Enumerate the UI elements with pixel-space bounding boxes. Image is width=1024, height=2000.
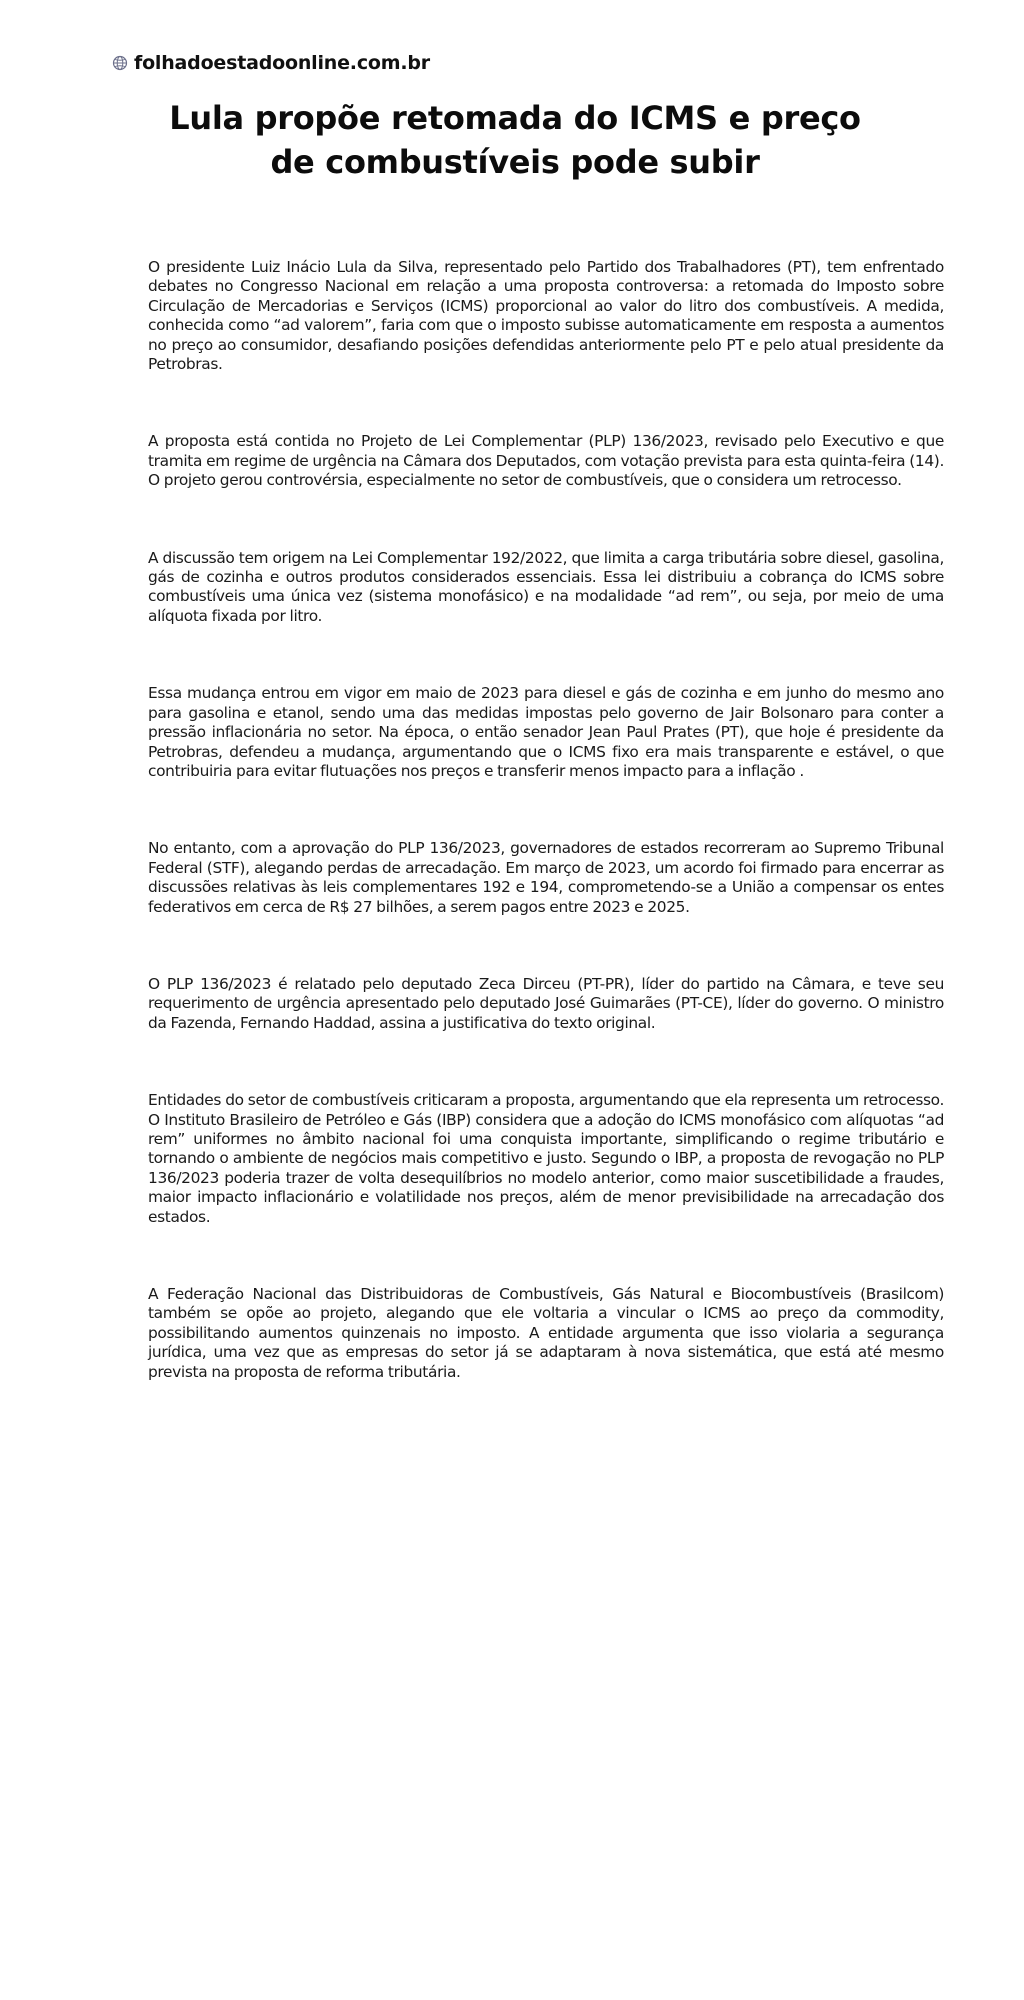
article-body	[148, 258, 944, 1440]
globe-icon	[112, 55, 128, 71]
article-paragraph: O presidente Luiz Inácio Lula da Silva, representado pelo Partido dos Trabalhadores (PT), tem enfrentado debates no Congresso Nacional em relação a uma proposta controversa: a retomada do Imposto sobre Circulação de Mercadorias e Serviços (ICMS) proporcional ao valor do litro dos combustíveis. A medida, conhecida como “ad valorem”, faria com que o imposto subisse automaticamente em resposta a aumentos no preço ao consumidor, desafiando posições defendidas anteriormente pelo PT e pelo atual presidente da Petrobras.	[148, 258, 944, 374]
article-paragraph: No entanto, com a aprovação do PLP 136/2023, governadores de estados recorreram ao Supremo Tribunal Federal (STF), alegando perdas de arrecadação. Em março de 2023, um acordo foi firmado para encerrar as discussões relativas às leis complementares 192 e 194, comprometendo-se a União a compensar os entes federativos em cerca de R$ 27 bilhões, a serem pagos entre 2023 e 2025.	[148, 839, 944, 916]
article-paragraph: Essa mudança entrou em vigor em maio de 2023 para diesel e gás de cozinha e em junho do mesmo ano para gasolina e etanol, sendo uma das medidas impostas pelo governo de Jair Bolsonaro para conter a pressão inflacionária no setor. Na época, o então senador Jean Paul Prates (PT), que hoje é presidente da Petrobras, defendeu a mudança, argumentando que o ICMS fixo era mais transparente e estável, o que contribuiria para evitar flutuações nos preços e transferir menos impacto para a inflação .	[148, 684, 944, 780]
article-paragraph: A discussão tem origem na Lei Complementar 192/2022, que limita a carga tributária sobre diesel, gasolina, gás de cozinha e outros produtos considerados essenciais. Essa lei distribuiu a cobrança do ICMS sobre combustíveis uma única vez (sistema monofásico) e na modalidade “ad rem”, ou seja, por meio de uma alíquota fixada por litro.	[148, 548, 944, 625]
article-paragraph: O PLP 136/2023 é relatado pelo deputado Zeca Dirceu (PT-PR), líder do partido na Câmara, e teve seu requerimento de urgência apresentado pelo deputado José Guimarães (PT-CE), líder do governo. O ministro da Fazenda, Fernando Haddad, assina a justificativa do texto original.	[148, 974, 944, 1032]
article-paragraph: Entidades do setor de combustíveis criticaram a proposta, argumentando que ela representa um retrocesso. O Instituto Brasileiro de Petróleo e Gás (IBP) considera que a adoção do ICMS monofásico com alíquotas “ad rem” uniformes no âmbito nacional foi uma conquista importante, simplificando o regime tributário e tornando o ambiente de negócios mais competitivo e justo. Segundo o IBP, a proposta de revogação no PLP 136/2023 poderia trazer de volta desequilíbrios no modelo anterior, como maior suscetibilidade a fraudes, maior impacto inflacionário e volatilidade nos preços, além de menor previsibilidade na arrecadação dos estados.	[148, 1091, 944, 1226]
article-title: Lula propõe retomada do ICMS e preço de combustíveis pode subir	[169, 99, 861, 181]
article-paragraph: A Federação Nacional das Distribuidoras de Combustíveis, Gás Natural e Biocombustíveis (Brasilcom) também se opõe ao projeto, alegando que ele voltaria a vincular o ICMS ao preço da commodity, possibilitando aumentos quinzenais no imposto. A entidade argumenta que isso violaria a segurança jurídica, uma vez que as empresas do setor já se adaptaram à nova sistemática, que está até mesmo prevista na proposta de reforma tributária.	[148, 1285, 944, 1381]
site-header	[112, 52, 430, 74]
article-paragraph: A proposta está contida no Projeto de Lei Complementar (PLP) 136/2023, revisado pelo Executivo e que tramita em regime de urgência na Câmara dos Deputados, com votação prevista para esta quinta-feira (14). O projeto gerou controvérsia, especialmente no setor de combustíveis, que o considera um retrocesso.	[148, 432, 944, 490]
site-name-link[interactable]: folhadoestadoonline.com.br	[134, 52, 430, 74]
